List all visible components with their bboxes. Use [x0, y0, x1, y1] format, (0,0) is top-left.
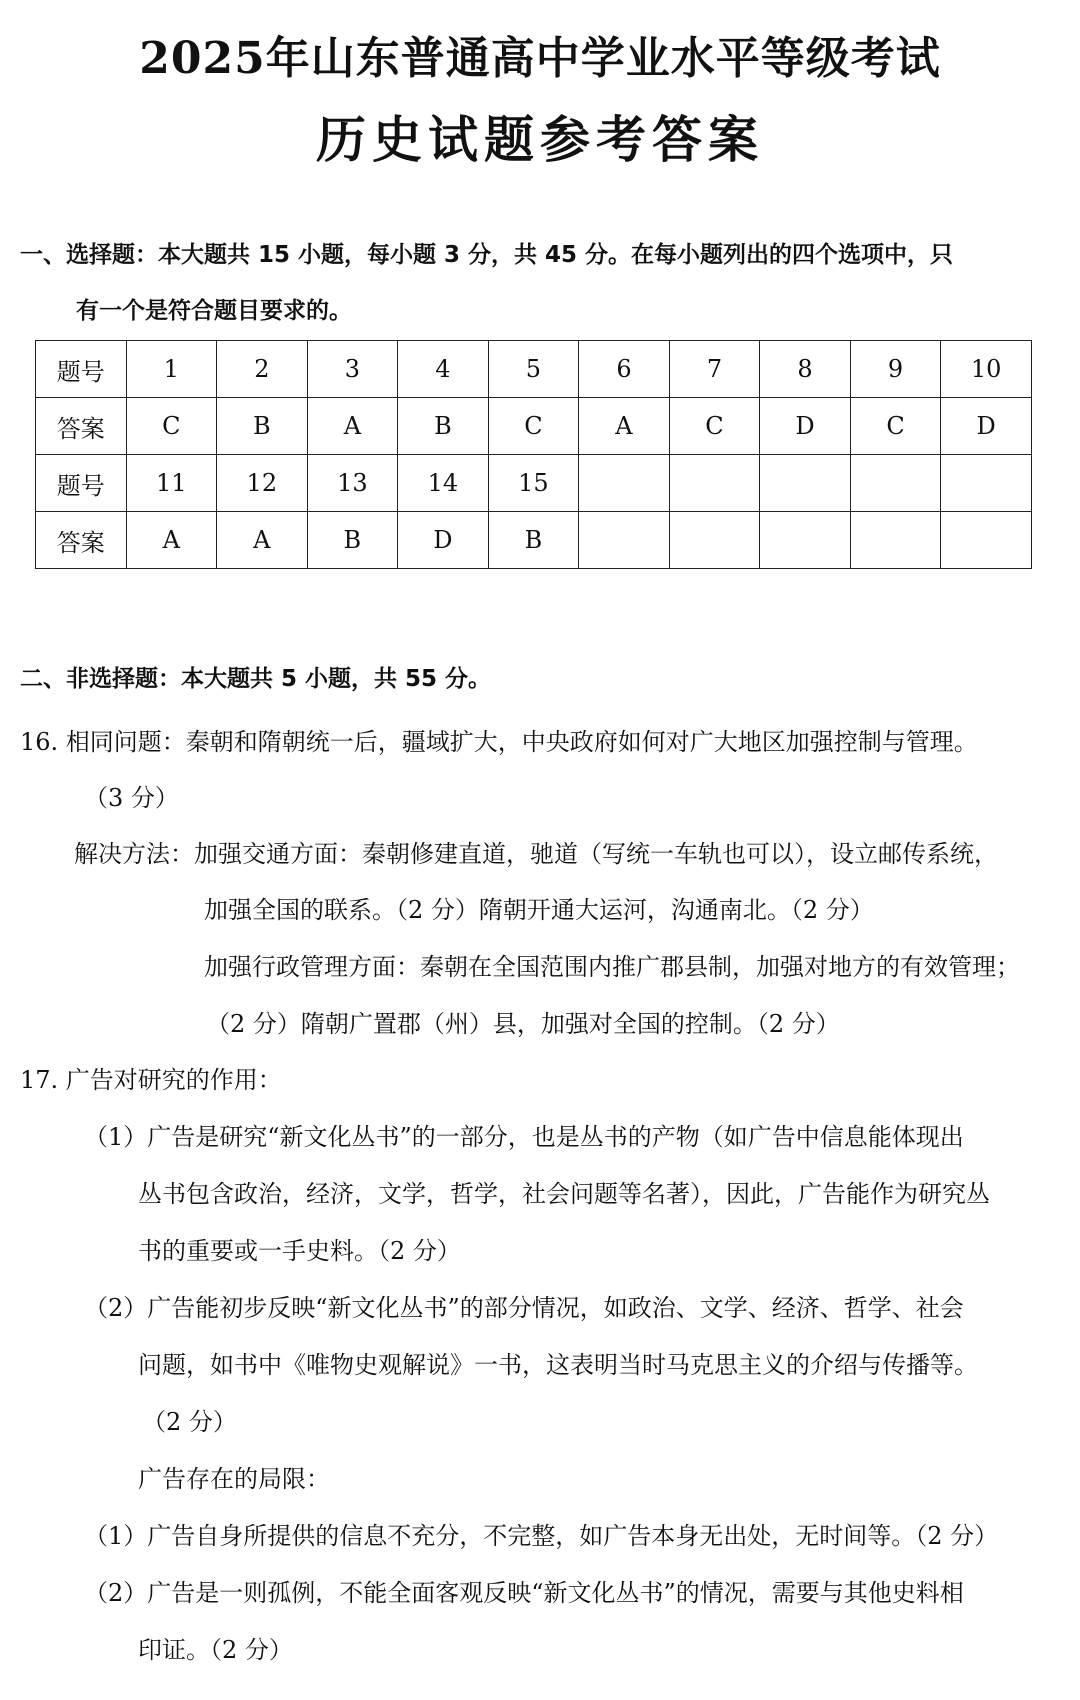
section1-heading-line1: 一、选择题：本大题共 15 小题，每小题 3 分，共 45 分。在每小题列出的四个选项中，只 — [20, 242, 954, 268]
table-cell: 11 — [126, 455, 217, 512]
q17-answer-line: （1）广告是研究“新文化丛书”的一部分，也是丛书的产物（如广告中信息能体现出 — [84, 1123, 964, 1151]
table-cell: B — [217, 398, 308, 455]
section2-heading: 二、非选择题：本大题共 5 小题，共 55 分。 — [20, 666, 492, 692]
table-cell: D — [760, 398, 851, 455]
q16-points-line: （3 分） — [84, 784, 179, 812]
q17-answer-line: （2 分） — [142, 1408, 237, 1436]
table-cell: C — [488, 398, 579, 455]
table-cell: 8 — [760, 341, 851, 398]
table-cell: A — [126, 512, 217, 569]
q16-solution-line: 加强全国的联系。（2 分）隋朝开通大运河，沟通南北。（2 分） — [204, 896, 874, 924]
q17-answer-line: （2）广告能初步反映“新文化丛书”的部分情况，如政治、文学、经济、哲学、社会 — [84, 1294, 964, 1322]
table-cell: C — [126, 398, 217, 455]
table-cell — [941, 512, 1032, 569]
q17-limit-line: （2）广告是一则孤例，不能全面客观反映“新文化丛书”的情况，需要与其他史料相 — [84, 1579, 964, 1607]
table-cell: D — [941, 398, 1032, 455]
table-cell — [669, 512, 760, 569]
table-cell: 6 — [579, 341, 670, 398]
table-cell: 5 — [488, 341, 579, 398]
q17-answer-line: 丛书包含政治，经济，文学，哲学，社会问题等名著），因此，广告能作为研究丛 — [138, 1180, 990, 1208]
document-subtitle: 历史试题参考答案 — [316, 111, 764, 169]
table-cell — [941, 455, 1032, 512]
table-cell — [579, 512, 670, 569]
q16-solution-line: 加强行政管理方面：秦朝在全国范围内推广郡县制，加强对地方的有效管理； — [204, 953, 1020, 981]
table-cell — [579, 455, 670, 512]
table-cell: B — [398, 398, 489, 455]
table-cell: 7 — [669, 341, 760, 398]
table-cell: 13 — [307, 455, 398, 512]
table-row — [36, 398, 1032, 455]
table-cell: 2 — [217, 341, 308, 398]
table-cell: D — [398, 512, 489, 569]
table-row — [36, 455, 1032, 512]
exam-title: 2025年山东普通高中学业水平等级考试 — [139, 33, 941, 84]
table-cell: 10 — [941, 341, 1032, 398]
q17-limits-heading: 广告存在的局限： — [138, 1465, 330, 1493]
q16-question-line: 16. 相同问题：秦朝和隋朝统一后，疆域扩大，中央政府如何对广大地区加强控制与管理。 — [20, 728, 978, 756]
table-cell — [850, 455, 941, 512]
q16-solution-line: 解决方法：加强交通方面：秦朝修建直道，驰道（写统一车轨也可以），设立邮传系统， — [74, 840, 998, 868]
table-cell — [850, 512, 941, 569]
table-row-header-cell: 答案 — [36, 398, 127, 455]
table-cell: 4 — [398, 341, 489, 398]
table-row-header-cell: 答案 — [36, 512, 127, 569]
q17-limit-line: （1）广告自身所提供的信息不充分，不完整，如广告本身无出处，无时间等。（2 分） — [84, 1522, 999, 1550]
table-cell: 1 — [126, 341, 217, 398]
table-cell — [760, 512, 851, 569]
table-row-header-cell: 题号 — [36, 341, 127, 398]
table-row-header-cell: 题号 — [36, 455, 127, 512]
table-cell: A — [217, 512, 308, 569]
table-cell: 15 — [488, 455, 579, 512]
table-cell: 12 — [217, 455, 308, 512]
table-cell: C — [669, 398, 760, 455]
q17-answer-line: 书的重要或一手史料。（2 分） — [138, 1237, 461, 1265]
table-cell: A — [579, 398, 670, 455]
table-cell: B — [307, 512, 398, 569]
q16-solution-line: （2 分）隋朝广置郡（州）县，加强对全国的控制。（2 分） — [206, 1010, 840, 1038]
q17-answer-line: 问题，如书中《唯物史观解说》一书，这表明当时马克思主义的介绍与传播等。 — [138, 1351, 978, 1379]
table-row — [36, 512, 1032, 569]
table-cell — [760, 455, 851, 512]
table-cell: 14 — [398, 455, 489, 512]
section1-heading-line2: 有一个是符合题目要求的。 — [76, 298, 352, 324]
q17-question-line: 17. 广告对研究的作用： — [20, 1066, 282, 1094]
table-cell: B — [488, 512, 579, 569]
table-cell: 3 — [307, 341, 398, 398]
table-cell: A — [307, 398, 398, 455]
table-cell: C — [850, 398, 941, 455]
table-cell — [669, 455, 760, 512]
table-row — [36, 341, 1032, 398]
q17-limit-line: 印证。（2 分） — [138, 1636, 293, 1664]
table-cell: 9 — [850, 341, 941, 398]
answer-table — [35, 340, 1032, 569]
